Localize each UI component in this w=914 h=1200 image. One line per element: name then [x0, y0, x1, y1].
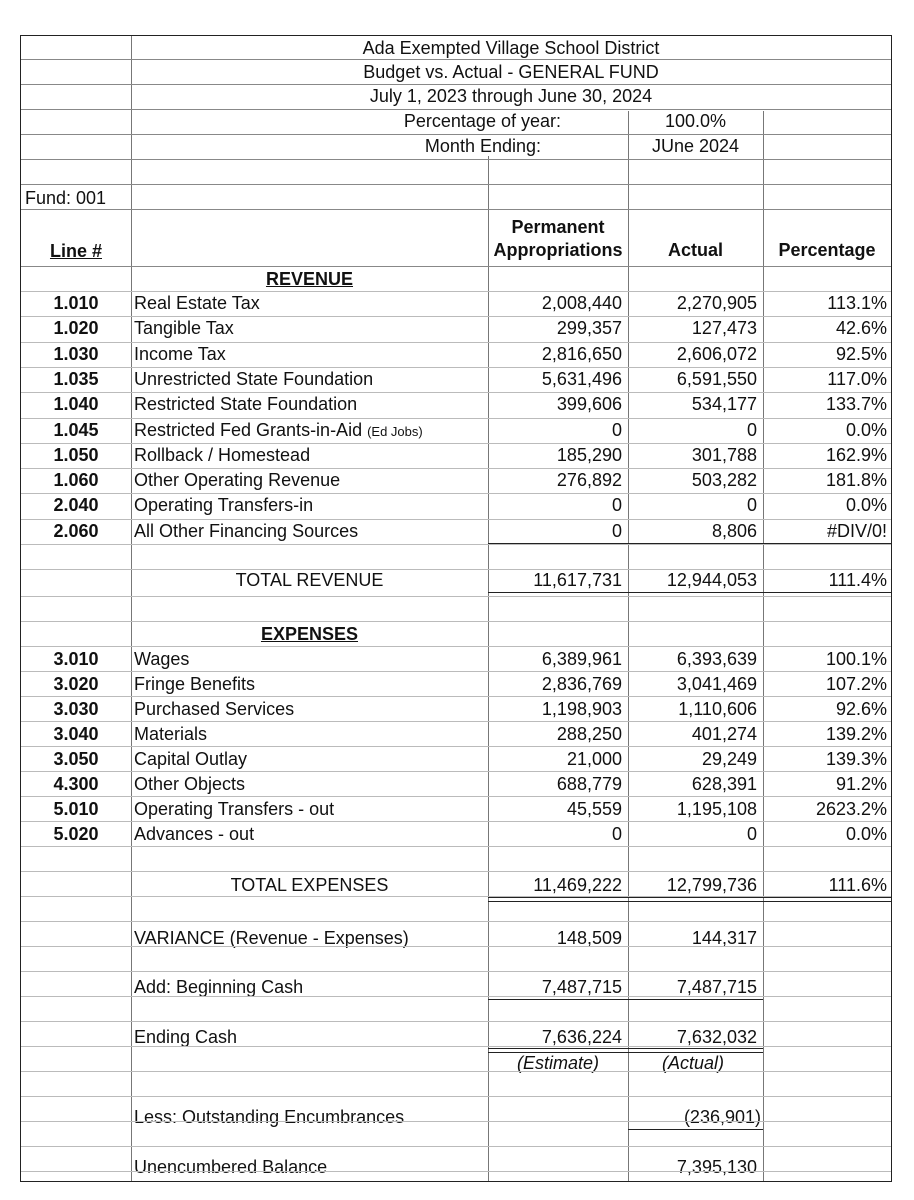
total-expenses-pct: 111.6%	[828, 875, 887, 895]
line-label-text: Tangible Tax	[134, 318, 234, 339]
beginning-cash-actual: 7,487,715	[676, 977, 757, 997]
line-number: 4.300	[53, 774, 99, 794]
actual-value: 1,110,606	[678, 699, 757, 719]
percentage-value: #DIV/0!	[826, 520, 887, 541]
line-label-text: Restricted State Foundation	[134, 394, 358, 415]
approp-value: 2,008,440	[541, 293, 622, 313]
percentage-value: 139.3%	[825, 749, 887, 769]
actual-value: 127,473	[691, 318, 757, 339]
approp-value: 185,290	[556, 444, 622, 465]
percentage-value: 133.7%	[825, 394, 887, 415]
actual-value: 628,391	[691, 774, 757, 794]
total-revenue-actual: 12,944,053	[666, 570, 757, 590]
col-divider-line	[131, 36, 132, 1181]
line-number: 1.060	[53, 470, 99, 491]
beginning-cash-approp: 7,487,715	[541, 977, 622, 997]
actual-value: 0	[746, 419, 757, 440]
line-number: 3.010	[53, 649, 99, 669]
percentage-value: 2623.2%	[815, 799, 887, 819]
line-number: 3.020	[53, 674, 99, 694]
approp-value: 0	[611, 419, 622, 440]
col-header-line: Line #	[49, 241, 102, 261]
line-number: 1.010	[53, 293, 99, 313]
budget-sheet	[20, 35, 892, 1182]
col-header-percentage: Percentage	[778, 240, 876, 260]
variance-label: VARIANCE (Revenue - Expenses)	[134, 928, 409, 948]
actual-note: (Actual)	[662, 1053, 725, 1073]
line-number: 3.040	[53, 724, 99, 744]
actual-value: 8,806	[711, 520, 757, 541]
total-revenue-pct: 111.4%	[828, 570, 887, 590]
total-expenses-actual: 12,799,736	[666, 875, 757, 895]
approp-value: 0	[611, 824, 622, 844]
line-label	[134, 494, 313, 516]
ending-cash-approp: 7,636,224	[541, 1027, 622, 1047]
percentage-value: 113.1%	[827, 293, 887, 313]
total-expenses-label: TOTAL EXPENSES	[230, 875, 389, 895]
line-label: Purchased Services	[134, 699, 295, 719]
approp-value: 6,389,961	[541, 649, 622, 669]
ending-cash-actual: 7,632,032	[676, 1027, 757, 1047]
revenue-title: REVENUE	[265, 269, 354, 289]
line-number: 1.040	[53, 394, 99, 415]
actual-value: 0	[746, 824, 757, 844]
approp-value: 5,631,496	[541, 368, 622, 389]
pct-year-value: 100.0%	[664, 111, 727, 131]
line-number: 5.010	[53, 799, 99, 819]
percentage-value: 100.1%	[825, 649, 887, 669]
unencumbered-label: Unencumbered Balance	[134, 1157, 328, 1177]
line-number: 1.035	[53, 368, 99, 389]
approp-value: 0	[611, 495, 622, 516]
variance-actual: 144,317	[691, 928, 757, 948]
actual-value: 29,249	[701, 749, 757, 769]
line-number: 1.045	[53, 419, 99, 440]
line-label: Other Objects	[134, 774, 246, 794]
line-number: 1.050	[53, 444, 99, 465]
line-label-text: Real Estate Tax	[134, 293, 260, 313]
encumbrances-actual: (236,901)	[683, 1107, 761, 1127]
approp-value: 2,816,650	[541, 343, 622, 364]
ending-cash-label: Ending Cash	[134, 1027, 238, 1047]
actual-value: 1,195,108	[676, 799, 757, 819]
approp-value: 276,892	[556, 470, 622, 491]
line-label: Operating Transfers - out	[134, 799, 335, 819]
line-number: 1.030	[53, 343, 99, 364]
percentage-value: 0.0%	[845, 824, 887, 844]
total-revenue-approp: 11,617,731	[533, 570, 622, 590]
beginning-cash-label: Add: Beginning Cash	[134, 977, 304, 997]
actual-value: 6,393,639	[676, 649, 757, 669]
actual-value: 401,274	[691, 724, 757, 744]
actual-value: 2,270,905	[676, 293, 757, 313]
month-ending-value: JUne 2024	[651, 136, 740, 156]
report-period: July 1, 2023 through June 30, 2024	[369, 86, 653, 106]
line-label: Fringe Benefits	[134, 674, 256, 694]
actual-value: 503,282	[691, 470, 757, 491]
expenses-title: EXPENSES	[260, 624, 359, 644]
percentage-value: 0.0%	[845, 495, 887, 516]
actual-value: 0	[746, 495, 757, 516]
district-name: Ada Exempted Village School District	[362, 38, 660, 58]
percentage-value: 0.0%	[845, 419, 887, 440]
line-label-text: Rollback / Homestead	[134, 444, 311, 465]
line-number: 5.020	[53, 824, 99, 844]
percentage-value: 92.6%	[835, 699, 887, 719]
percentage-value: 117.0%	[827, 368, 887, 389]
percentage-value: 162.9%	[825, 444, 887, 465]
estimate-note: (Estimate)	[516, 1053, 599, 1073]
line-label: Advances - out	[134, 824, 255, 844]
line-label-text: Other Operating Revenue	[134, 470, 341, 491]
actual-value: 6,591,550	[676, 368, 757, 389]
line-label	[134, 343, 226, 365]
line-label	[134, 317, 234, 339]
line-label-text: Unrestricted State Foundation	[134, 368, 374, 389]
pct-year-label: Percentage of year:	[403, 111, 561, 131]
unencumbered-actual: 7,395,130	[676, 1157, 757, 1177]
line-label-text: Income Tax	[134, 343, 226, 364]
line-number: 2.040	[53, 495, 99, 516]
line-label	[134, 368, 373, 390]
line-label-text: Restricted Fed Grants-in-Aid	[134, 419, 363, 440]
approp-value: 1,198,903	[541, 699, 622, 719]
approp-value: 0	[611, 520, 622, 541]
approp-value: 688,779	[556, 774, 622, 794]
col-header-permanent: Permanent	[511, 217, 605, 237]
line-label	[134, 469, 340, 491]
col-header-actual: Actual	[667, 240, 723, 260]
report-title: Budget vs. Actual - GENERAL FUND	[363, 62, 659, 82]
actual-value: 2,606,072	[676, 343, 757, 364]
approp-value: 299,357	[556, 318, 622, 339]
approp-value: 45,559	[566, 799, 622, 819]
total-expenses-approp: 11,469,222	[533, 875, 622, 895]
approp-value: 2,836,769	[541, 674, 622, 694]
line-number: 2.060	[53, 520, 99, 541]
month-ending-label: Month Ending:	[424, 136, 541, 156]
approp-value: 399,606	[556, 394, 622, 415]
col-header-appropriations: Appropriations	[493, 240, 623, 260]
percentage-value: 181.8%	[825, 470, 887, 491]
line-label	[134, 393, 357, 415]
line-label	[134, 419, 423, 443]
line-label-note: (Ed Jobs)	[367, 423, 423, 439]
line-label: Materials	[134, 724, 208, 744]
total-revenue-label: TOTAL REVENUE	[235, 570, 384, 590]
line-label: Wages	[134, 649, 190, 669]
approp-value: 288,250	[556, 724, 622, 744]
fund-label: Fund: 001	[25, 188, 107, 208]
line-label-text: Operating Transfers-in	[134, 495, 314, 516]
encumbrances-label: Less: Outstanding Encumbrances	[134, 1107, 405, 1127]
line-label	[134, 444, 310, 466]
line-number: 3.050	[53, 749, 99, 769]
line-label	[134, 292, 260, 314]
percentage-value: 107.2%	[825, 674, 887, 694]
line-number: 1.020	[53, 318, 99, 339]
actual-value: 534,177	[691, 394, 757, 415]
percentage-value: 139.2%	[825, 724, 887, 744]
line-label-text: All Other Financing Sources	[134, 520, 359, 541]
approp-value: 21,000	[566, 749, 622, 769]
percentage-value: 91.2%	[835, 774, 887, 794]
line-label	[134, 520, 358, 542]
line-label: Capital Outlay	[134, 749, 248, 769]
percentage-value: 42.6%	[835, 318, 887, 339]
percentage-value: 92.5%	[835, 343, 887, 364]
variance-approp: 148,509	[556, 928, 622, 948]
actual-value: 3,041,469	[676, 674, 757, 694]
line-number: 3.030	[53, 699, 99, 719]
actual-value: 301,788	[691, 444, 757, 465]
